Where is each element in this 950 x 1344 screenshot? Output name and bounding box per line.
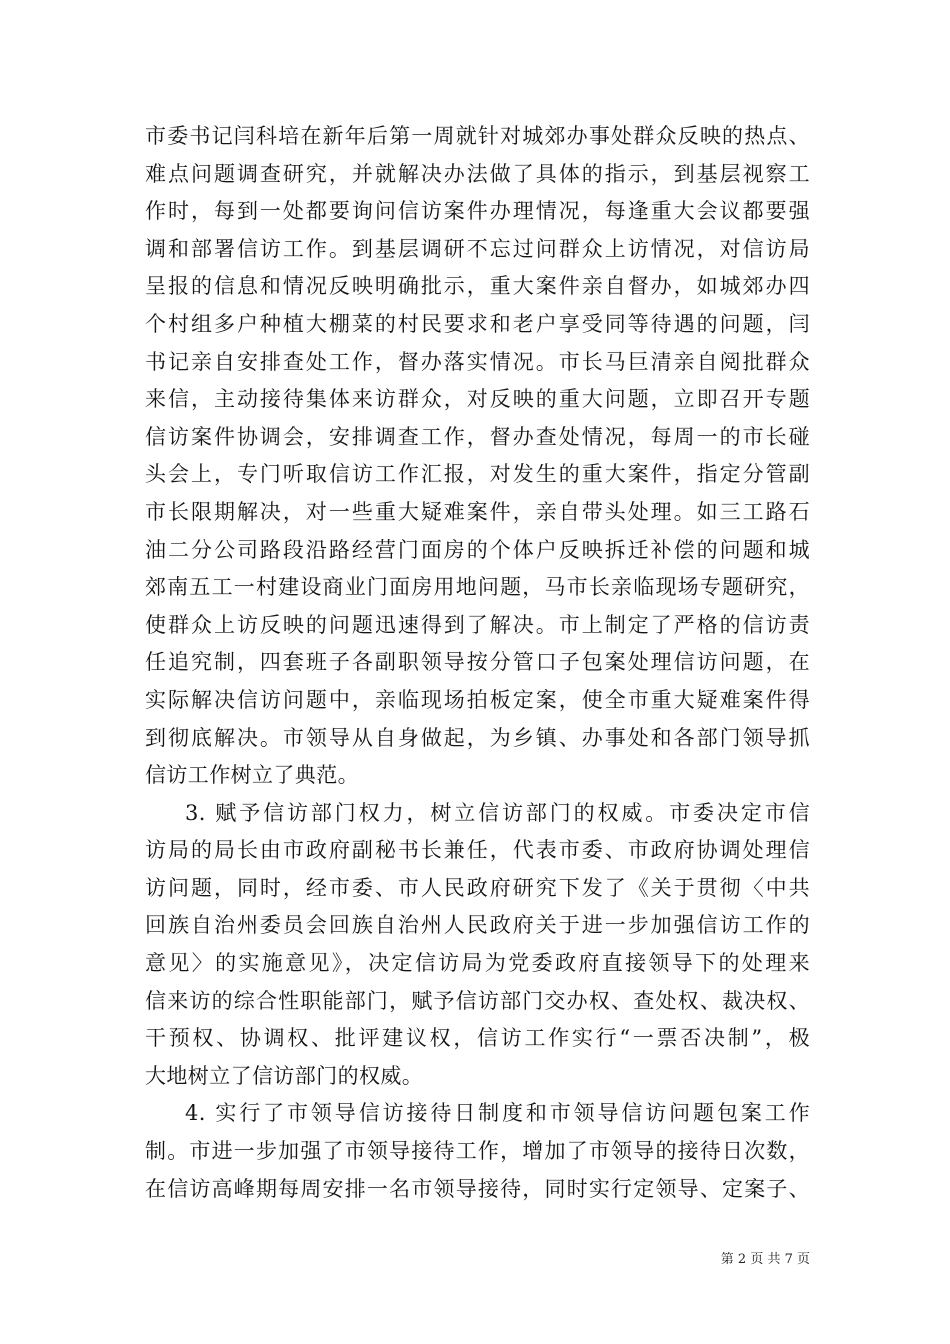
- page-number-footer: 第 2 页 共 7 页: [720, 1252, 810, 1267]
- text-line: 任追究制，四套班子各副职领导按分管口子包案处理信访问题，在: [145, 650, 810, 675]
- text-line: 信来访的综合性职能部门，赋予信访部门交办权、查处权、裁决权、: [145, 988, 810, 1013]
- text-line: 回族自治州委员会回族自治州人民政府关于进一步加强信访工作的: [145, 913, 810, 938]
- text-line: 市长限期解决，对一些重大疑难案件，亲自带头处理。如三工路石: [145, 499, 810, 524]
- text-line: 油二分公司路段沿路经营门面房的个体户反映拆迁补偿的问题和城: [145, 537, 810, 562]
- text-line: 调和部署信访工作。到基层调研不忘过问群众上访情况，对信访局: [145, 236, 810, 261]
- text-line: 干预权、协调权、批评建议权，信访工作实行“一票否决制”，极: [145, 1026, 810, 1051]
- paragraph-heading-4: 4. 实行了市领导信访接待日制度和市领导信访问题包案工作: [185, 1101, 810, 1126]
- text-line: 信访案件协调会，安排调查工作，督办查处情况，每周一的市长碰: [145, 424, 810, 449]
- text-line: 头会上，专门听取信访工作汇报，对发生的重大案件，指定分管副: [145, 462, 810, 487]
- text-line: 使群众上访反映的问题迅速得到了解决。市上制定了严格的信访责: [145, 612, 810, 637]
- text-line: 实际解决信访问题中，亲临现场拍板定案，使全市重大疑难案件得: [145, 687, 810, 712]
- text-line: 难点问题调查研究，并就解决办法做了具体的指示，到基层视察工: [145, 161, 810, 186]
- text-line: 呈报的信息和情况反映明确批示，重大案件亲自督办，如城郊办四: [145, 274, 810, 299]
- text-line: 市委书记闫科培在新年后第一周就针对城郊办事处群众反映的热点、: [145, 124, 810, 148]
- text-line: 到彻底解决。市领导从自身做起，为乡镇、办事处和各部门领导抓: [145, 725, 810, 750]
- text-line: 信访工作树立了典范。: [145, 763, 359, 788]
- text-line: 访问题，同时，经市委、市人民政府研究下发了《关于贯彻〈中共: [145, 875, 810, 900]
- document-body: [145, 118, 810, 1208]
- text-line: 作时，每到一处都要询问信访案件办理情况，每逢重大会议都要强: [145, 199, 810, 224]
- text-line: 制。市进一步加强了市领导接待工作，增加了市领导的接待日次数，: [145, 1139, 810, 1164]
- text-line: 个村组多户种植大棚菜的村民要求和老户享受同等待遇的问题，闫: [145, 311, 810, 336]
- paragraph-heading-3: 3. 赋予信访部门权力，树立信访部门的权威。市委决定市信: [185, 800, 810, 825]
- text-line: 意见〉的实施意见》，决定信访局为党委政府直接领导下的处理来: [145, 951, 810, 976]
- text-line: 书记亲自安排查处工作，督办落实情况。市长马巨清亲自阅批群众: [145, 349, 810, 374]
- text-line: 来信，主动接待集体来访群众，对反映的重大问题，立即召开专题: [145, 387, 810, 412]
- text-line: 郊南五工一村建设商业门面房用地问题，马市长亲临现场专题研究，: [145, 575, 810, 600]
- text-line: 在信访高峰期每周安排一名市领导接待，同时实行定领导、定案子、: [145, 1176, 810, 1201]
- text-line: 访局的局长由市政府副秘书长兼任，代表市委、市政府协调处理信: [145, 838, 810, 863]
- text-line: 大地树立了信访部门的权威。: [145, 1063, 424, 1088]
